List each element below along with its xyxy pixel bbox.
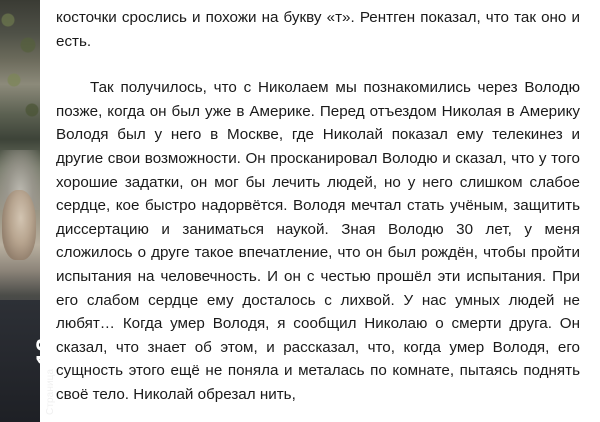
page-label: Страница — [45, 368, 56, 415]
page-number: 13 — [32, 337, 59, 365]
sidebar-caption — [34, 58, 58, 415]
document-body — [56, 6, 580, 407]
paragraph: Так получилось, что с Николаем мы познакомились через Володю позже, когда он был уже в Америке. Перед отъездом Николая в Америку Володя был у него в Москве, где Николай показал ему телекинез и другие свои возможности. Он просканировал Володю и сказал, что у того хорошие задатки, он мог бы лечить людей, но у него слишком слабое сердце, кое быстро надорвётся. Володя мечтал стать учёным, защитить диссертацию и заниматься наукой. Зная Володю 30 лет, у меня сложилось о друге такое впечатление, что он был рождён, чтобы пройти испытания на человечность. И он с честью прошёл эти испытания. При его слабом сердце ему досталось с лихвой. У нас умных людей не любят… Когда умер Володя, я сообщил Николаю о смерти друга. Он сказал, что знает об этом, и рассказал, что, когда умер Володя, его сущность этого ещё не поняла и металась по комнате, пытаясь поднять своё тело. Николай обрезал нить, — [56, 79, 580, 403]
book-title-credit: Кем был и остаётся для меня Н.В. Левашов? Игорь Кондрашов — [45, 58, 55, 330]
paragraph-continuation: косточки срослись и похожи на букву «т». Рентген показал, что так оно и есть. — [56, 9, 580, 50]
photo-face — [2, 190, 36, 260]
